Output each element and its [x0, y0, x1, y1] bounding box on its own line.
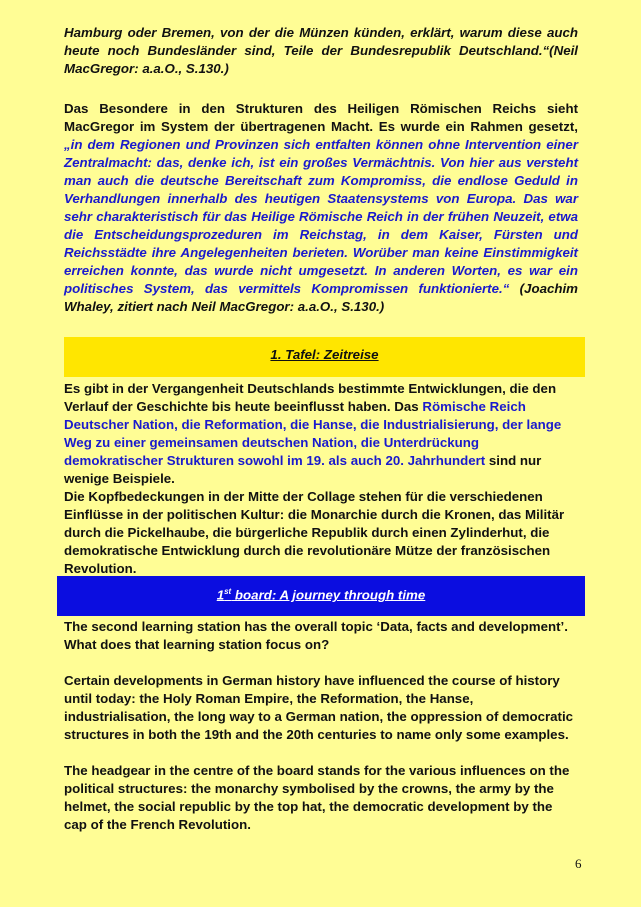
page-number: 6: [575, 856, 582, 871]
german-heading: 1. Tafel: Zeitreise: [270, 347, 379, 362]
german-section-text: [64, 380, 578, 578]
english-paragraph-1: The second learning station has the overall topic ‘Data, facts and development’. What does that learning station focus on?: [64, 619, 568, 652]
quote-ending-text: Hamburg oder Bremen, von der die Münzen künden, erklärt, warum diese auch heute noch Bundesländer sind, Teile der Bundesrepublik Deutschland.“(Neil MacGregor: a.a.O., S.130.): [64, 25, 578, 76]
german-paragraph-2: Die Kopfbedeckungen in der Mitte der Collage stehen für die verschiedenen Einflüsse in der politischen Kultur: die Monarchie durch die Kronen, das Militär durch die Pickelhaube, die bürgerliche Republik durch einen Zylinderhut, die demokratische Entwicklung durch die revolutionäre Mütze der französischen Revolution.: [64, 489, 565, 576]
english-heading-band: [57, 576, 585, 616]
paragraph-intro: Das Besondere in den Strukturen des Heiligen Römischen Reichs sieht MacGregor im System der übertragenen Macht. Es wurde ein Rahmen gesetzt,: [64, 101, 578, 134]
german-highlight: Römische Reich Deutscher Nation, die Reformation, die Hanse, die Industrialisierung, der lange Weg zu einer gemeinsamen deutschen Nation, die Unterdrückung demokratischer Strukturen sowohl im 19. als auch 20. Jahrhundert: [64, 399, 562, 468]
quote-ending: [64, 24, 578, 78]
german-paragraph-1: Es gibt in der Vergangenheit Deutschlands bestimmte Entwicklungen, die den Verlauf der Geschichte bis heute beeinflusst haben. Das Römische Reich Deutscher Nation, die Reformation, die Hanse, die Industrialisierung, der lange Weg zu einer gemeinsamen deutschen Nation, die Unterdrückung demokratischer Strukturen sowohl im 19. als auch 20. Jahrhundert sind nur wenige Beispiele.: [64, 381, 562, 486]
german-heading-band: [64, 337, 585, 377]
macgregor-paragraph: [64, 100, 578, 316]
english-paragraph-3: The headgear in the centre of the board stands for the various influences on the political structures: the monarchy symbolised by the crowns, the army by the helmet, the social republic by the top hat, the democratic development by the cap of the French Revolution.: [64, 763, 570, 832]
quote-source: (Joachim Whaley, zitiert nach Neil MacGregor: a.a.O., S.130.): [64, 281, 578, 314]
english-heading: 1st board: A journey through time: [216, 587, 426, 603]
english-paragraph-2: Certain developments in German history have influenced the course of history until today: the Holy Roman Empire, the Reformation, the Hanse, industrialisation, the long way to a German nation, the oppression of democratic structures in both the 19th and the 20th centuries to name only some examples.: [64, 673, 574, 742]
english-section-text: [64, 618, 578, 834]
whaley-quote: „in dem Regionen und Provinzen sich entfalten können ohne Intervention einer Zentralmacht: das, denke ich, ist ein großes Vermächtnis. Von hier aus versteht man auch die deutsche Bereitschaft zum Kompromiss, die endlose Geduld in Verhandlungen innerhalb des heutigen Staatensystems von Europa. Das war sehr charakteristisch für das Heilige Römische Reich in der frühen Neuzeit, etwa die Entscheidungsprozeduren im Reichstag, in dem Kaiser, Fürsten und Reichsstädte ihre Angelegenheiten berieten. Worüber man keine Einstimmigkeit erreichen konnte, das wurde nicht umgesetzt. In anderen Worten, es war ein politisches System, das vermittels Kompromissen funktionierte.“: [64, 137, 578, 296]
